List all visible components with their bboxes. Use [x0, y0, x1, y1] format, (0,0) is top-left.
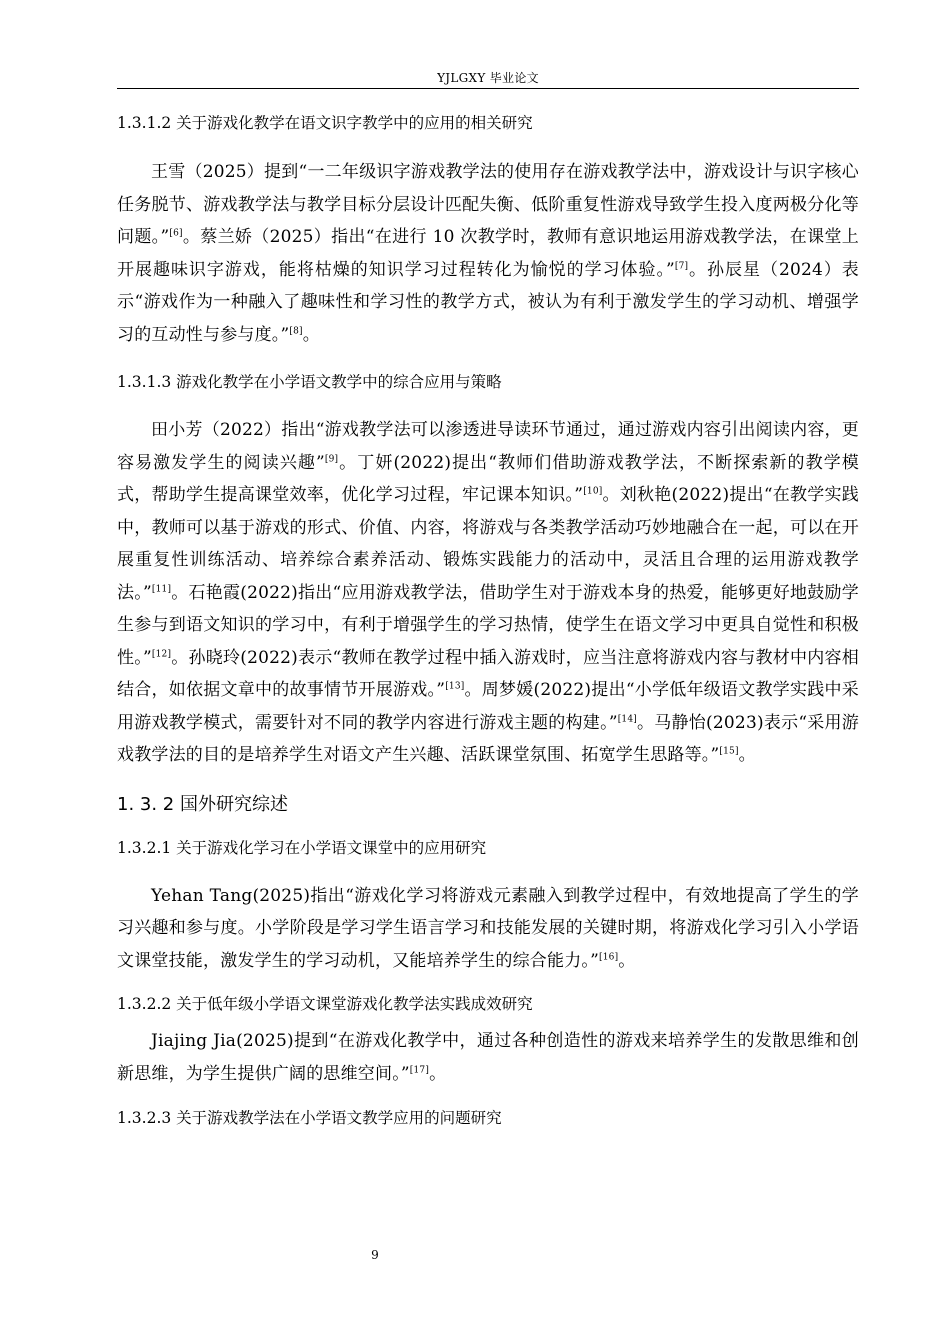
citation-ref: [13] [445, 681, 465, 692]
text-run: 。 [429, 1063, 447, 1084]
running-header-title: YJLGXY 毕业论文 [437, 71, 539, 85]
citation-ref: [8] [289, 325, 303, 336]
citation-ref: [6] [169, 228, 183, 239]
paragraph-2 [117, 414, 859, 772]
paragraph-1 [117, 156, 859, 351]
text-run: 。蔡兰娇（2025）指出“在进行 10 次教学时，教师有意识地运用游戏教学法，在课堂上开展趣味识字游戏，能将枯燥的知识学习过程转化为愉悦的学习体验。” [117, 227, 859, 280]
text-run: 。丁妍(2022)提出“教师们借助游戏教学法，不断探索新的教学模式，帮助学生提高课堂效率，优化学习过程，牢记课本知识。” [117, 452, 860, 505]
citation-ref: [16] [599, 951, 619, 962]
text-run: 。 [618, 950, 636, 971]
text-run: 王雪（2025）提到“一二年级识字游戏教学法的使用存在游戏教学法中，游戏设计与识字核心任务脱节、游戏教学法与教学目标分层设计匹配失衡、低阶重复性游戏导致学生投入度两极分化等问题。” [117, 162, 859, 247]
subsection-heading-1-3-2-3: 1.3.2.3 关于游戏教学法在小学语文教学应用的问题研究 [117, 1109, 502, 1127]
subsection-heading-1-3-2-2: 1.3.2.2 关于低年级小学语文课堂游戏化教学法实践成效研究 [117, 995, 533, 1013]
text-run: 田小芳（2022）指出“游戏教学法可以渗透进导读环节通过，通过游戏内容引出阅读内容，更容易激发学生的阅读兴趣” [117, 420, 859, 473]
citation-ref: [7] [674, 260, 689, 271]
citation-ref: [12] [151, 648, 172, 659]
citation-ref: [14] [617, 713, 637, 724]
text-run: 。孙晓玲(2022)表示“教师在教学过程中插入游戏时，应当注意将游戏内容与教材中内容相结合，如依据文章中的故事情节开展游戏。” [117, 647, 859, 700]
section-heading-1-3-2: 1. 3. 2 国外研究综述 [117, 793, 288, 815]
citation-ref: [15] [719, 746, 739, 757]
text-run: 。 [302, 324, 320, 345]
text-run: 。周梦媛(2022)提出“小学低年级语文教学实践中采用游戏教学模式，需要针对不同的教学内容进行游戏主题的构建。” [117, 680, 859, 733]
citation-ref: [11] [151, 583, 172, 594]
header-rule [117, 88, 859, 89]
text-run: 。 [738, 745, 756, 765]
text-run: 。马静怡(2023)表示“采用游戏教学法的目的是培养学生对语文产生兴趣、活跃课堂氛围、拓宽学生思路等。” [117, 712, 859, 765]
text-run: Yehan Tang(2025)指出“游戏化学习将游戏元素融入到教学过程中，有效地提高了学生的学习兴趣和参与度。小学阶段是学习学生语言学习和技能发展的关键时期，将游戏化学习引入小学语文课堂技能，激发学生的学习动机，又能培养学生的综合能力。” [117, 885, 859, 971]
citation-ref: [17] [409, 1064, 430, 1075]
citation-ref: [9] [324, 453, 339, 464]
citation-ref: [10] [583, 486, 603, 497]
subsection-heading-1-3-1-2: 1.3.1.2 关于游戏化教学在语文识字教学中的应用的相关研究 [117, 114, 533, 132]
page-number: 9 [371, 1248, 379, 1262]
page-body [117, 112, 859, 1129]
text-run: Jiajing Jia(2025)提到“在游戏化教学中，通过各种创造性的游戏来培养学生的发散思维和创新思维，为学生提供广阔的思维空间。” [117, 1031, 859, 1084]
text-run: 。石艳霞(2022)指出“应用游戏教学法，借助学生对于游戏本身的热爱，能够更好地鼓励学生参与到语文知识的学习中，有利于增强学生的学习热情，使学生在语文学习中更具自觉性和积极性。” [117, 582, 859, 668]
paragraph-4 [117, 1025, 859, 1090]
text-run: 。刘秋艳(2022)提出“在教学实践中，教师可以基于游戏的形式、价值、内容，将游戏与各类教学活动巧妙地融合在一起，可以在开展重复性训练活动、培养综合素养活动、锻炼实践能力的活动中，灵活且合理的运用游戏教学法。” [117, 485, 859, 603]
paragraph-3 [117, 880, 859, 978]
subsection-heading-1-3-2-1: 1.3.2.1 关于游戏化学习在小学语文课堂中的应用研究 [117, 838, 487, 857]
text-run: 。孙辰星（2024）表示“游戏作为一种融入了趣味性和学习性的教学方式，被认为有利于激发学生的学习动机、增强学习的互动性与参与度。” [117, 259, 860, 345]
subsection-heading-1-3-1-3: 1.3.1.3 游戏化教学在小学语文教学中的综合应用与策略 [117, 373, 502, 391]
